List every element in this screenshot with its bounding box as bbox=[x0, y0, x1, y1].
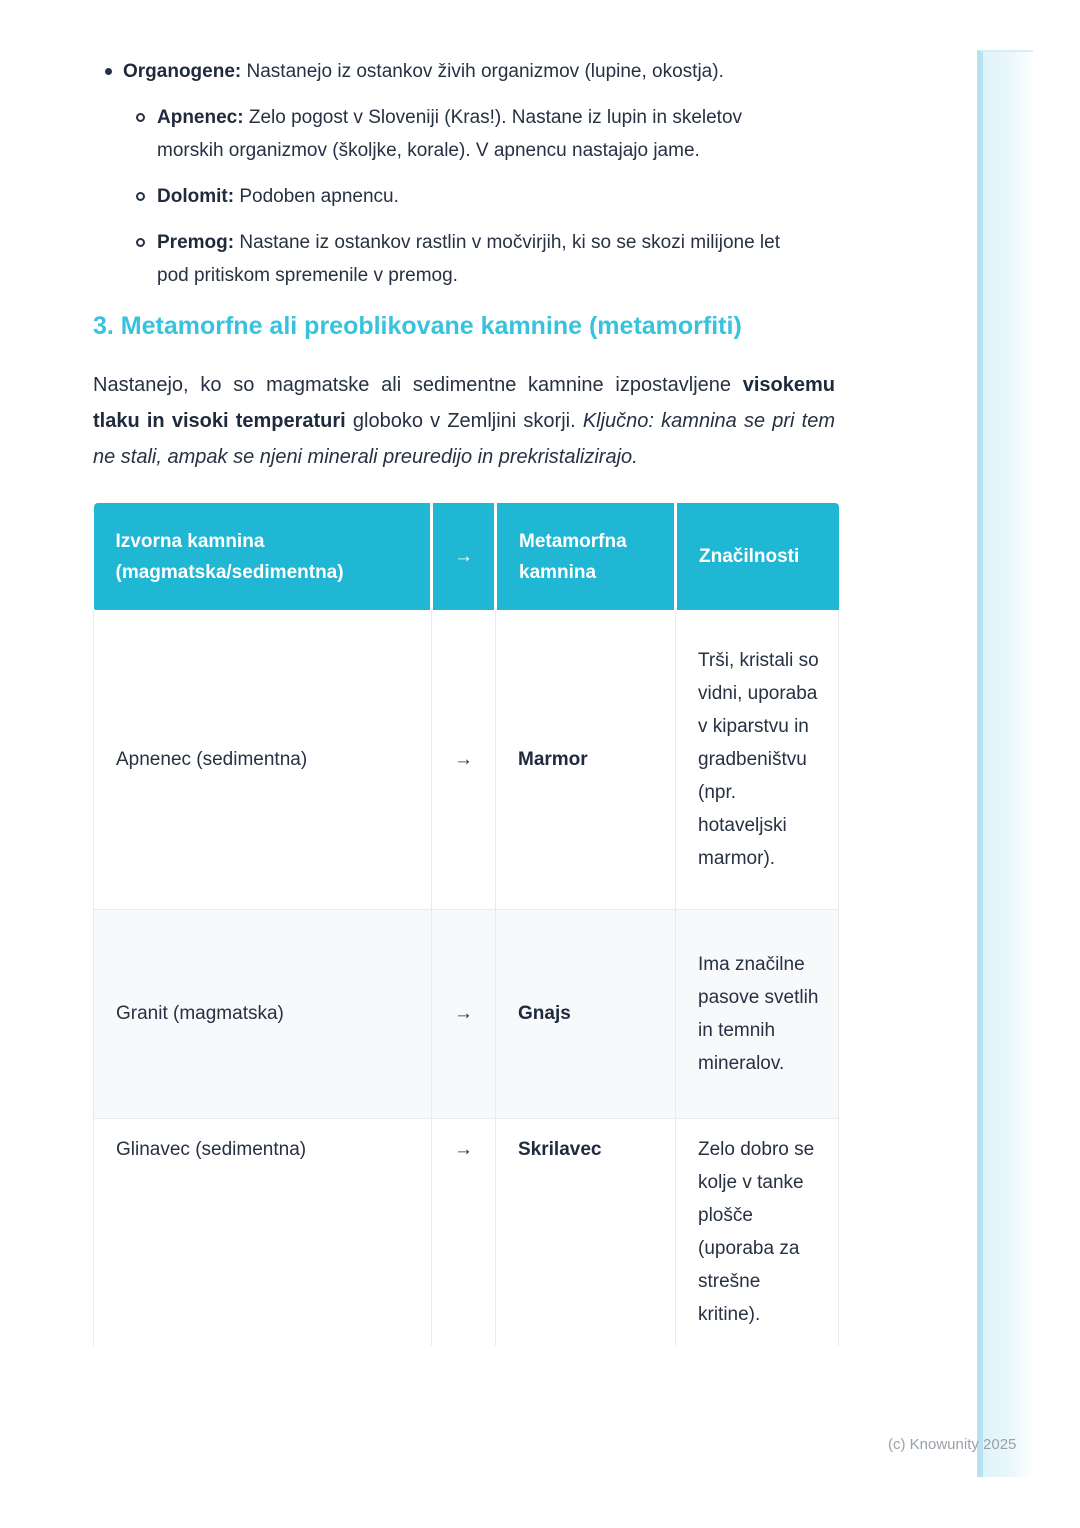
header-traits: Značilnosti bbox=[676, 503, 839, 610]
cell-source: Granit (magmatska) bbox=[94, 909, 432, 1118]
list-item-text bbox=[157, 180, 399, 213]
list-item-body: Zelo pogost v Sloveniji (Kras!). Nastane iz lupin in skeletov morskih organizmov (školjke, korale). V apnencu nastajajo jame. bbox=[157, 107, 743, 161]
cell-result: Skrilavec bbox=[496, 1118, 676, 1346]
list-item-apnenec bbox=[123, 101, 860, 167]
list-item-body: Nastanejo iz ostankov živih organizmov (lupine, okostja). bbox=[241, 61, 724, 82]
sub-bullet-icon bbox=[123, 226, 157, 247]
list-item-body: Podoben apnencu. bbox=[234, 186, 399, 207]
cell-source: Glinavec (sedimentna) bbox=[94, 1118, 432, 1346]
cell-traits: Trši, kristali so vidni, uporaba v kiparstvu in gradbeništvu (npr. hotaveljski marmor). bbox=[676, 610, 839, 909]
list-item-organogene bbox=[93, 55, 860, 88]
cell-result: Gnajs bbox=[496, 909, 676, 1118]
arrow-icon: → bbox=[432, 610, 496, 909]
bullet-icon bbox=[93, 55, 123, 75]
paragraph-italic-text: Ključno: kamnina se pri tem ne stali, ampak se njeni minerali preuredijo in prekristalizirajo. bbox=[93, 410, 835, 468]
list-item-dolomit bbox=[123, 180, 860, 213]
cell-traits: Zelo dobro se kolje v tanke plošče (uporaba za strešne kritine). bbox=[676, 1118, 839, 1346]
section-heading: 3. Metamorfne ali preoblikovane kamnine (metamorfiti) bbox=[93, 312, 742, 340]
paragraph-text: Nastanejo, ko so magmatske ali sedimentne kamnine izpostavljene bbox=[93, 374, 743, 396]
decorative-side-bar bbox=[977, 50, 1033, 1477]
sub-bullet-icon bbox=[123, 180, 157, 201]
metamorphic-rocks-table bbox=[93, 503, 839, 1346]
cell-result: Marmor bbox=[496, 610, 676, 909]
cell-traits: Ima značilne pasove svetlih in temnih mineralov. bbox=[676, 909, 839, 1118]
cell-source: Apnenec (sedimentna) bbox=[94, 610, 432, 909]
list-item-text bbox=[157, 101, 785, 167]
copyright-notice: (c) Knowunity 2025 bbox=[888, 1436, 1017, 1453]
table-row bbox=[94, 610, 839, 909]
list-item-text bbox=[157, 226, 785, 292]
table-row bbox=[94, 1118, 839, 1346]
bullet-list bbox=[93, 55, 860, 292]
list-item-label: Apnenec: bbox=[157, 107, 244, 128]
list-item-label: Premog: bbox=[157, 232, 235, 253]
list-item-premog bbox=[123, 226, 860, 292]
arrow-icon: → bbox=[432, 909, 496, 1118]
list-item-text bbox=[123, 55, 724, 88]
paragraph-bold-text: visokemu tlaku in visoki temperaturi bbox=[93, 374, 835, 432]
section-paragraph bbox=[93, 367, 835, 475]
table-row bbox=[94, 909, 839, 1118]
list-item-body: Nastane iz ostankov rastlin v močvirjih, ki so se skozi milijone let pod pritiskom spremenile v premog. bbox=[157, 232, 780, 286]
header-source-rock: Izvorna kamnina (magmatska/sedimentna) bbox=[94, 503, 432, 610]
header-metamorphic-rock: Metamorfna kamnina bbox=[496, 503, 676, 610]
list-item-label: Organogene: bbox=[123, 61, 242, 82]
header-arrow-icon: → bbox=[432, 503, 496, 610]
arrow-icon: → bbox=[432, 1118, 496, 1346]
paragraph-text: globoko v Zemljini skorji. bbox=[345, 410, 583, 432]
table-header-row bbox=[94, 503, 839, 610]
table-header bbox=[94, 503, 839, 610]
sub-bullet-icon bbox=[123, 101, 157, 122]
list-item-label: Dolomit: bbox=[157, 186, 235, 207]
